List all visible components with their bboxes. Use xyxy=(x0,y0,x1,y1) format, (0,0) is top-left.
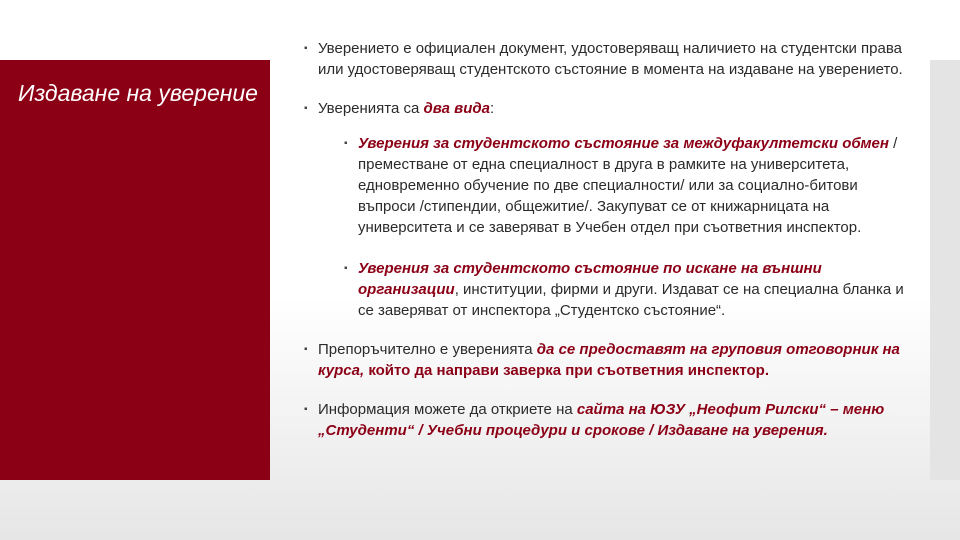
right-decor-bar xyxy=(930,60,960,480)
bullet-strong: който да направи заверка при съответния инспектор xyxy=(364,362,765,379)
bullet-emphasis: Уверения за студентското състояние по искане на външни организации xyxy=(358,260,822,298)
bullet-text: Уверението е официален документ, удостоверяващ наличието на студентски права или удостоверяващ студентското състояние в момента на издаване на уверението. xyxy=(318,40,903,78)
bullet-text: , институции, фирми и други. Издават се на специална бланка и се заверяват от инспектора „Студентско състояние“. xyxy=(358,281,904,319)
bullet-text: . xyxy=(764,362,769,379)
bullet-text: /преместване от една специалност в друга в рамките на университета, едновременно обучение по две специалности/ или за социално-битови въпроси /стипендии, общежитие/. Закупуват се от книжарницата на университета и се заверяват в Учебен отдел при съответния инспектор. xyxy=(358,135,898,236)
bullet-emphasis: два вида xyxy=(423,100,491,117)
bullet-emphasis: Уверения за студентското състояние за междуфакултетски обмен xyxy=(358,135,889,152)
content-area xyxy=(304,38,904,441)
bullet-text: : xyxy=(490,100,495,117)
title-panel xyxy=(0,60,270,480)
bullet-item-information xyxy=(304,399,904,441)
bullet-emphasis-link: сайта на ЮЗУ „Неофит Рилски“ – меню „Студенти“ / Учебни процедури и срокове / Издаване на уверения. xyxy=(318,401,885,439)
bullet-text: Уверенията са xyxy=(318,100,424,117)
bullet-icon: ▪ xyxy=(304,344,308,355)
bullet-icon: ▪ xyxy=(304,43,308,54)
bullet-icon: ▪ xyxy=(304,404,308,415)
slide-title: Издаване на уверение xyxy=(18,80,258,106)
bullet-item-recommendation xyxy=(304,339,904,381)
bullet-icon: ▪ xyxy=(344,138,348,149)
bullet-text: Препоръчително е уверенията xyxy=(318,341,537,358)
sub-bullet-item-external xyxy=(344,258,904,321)
sub-bullet-item-exchange xyxy=(344,133,904,238)
bullet-icon: ▪ xyxy=(304,103,308,114)
bullet-item-definition xyxy=(304,38,904,80)
bullet-item-types xyxy=(304,98,904,119)
bullet-icon: ▪ xyxy=(344,263,348,274)
bullet-emphasis: да се предоставят на груповия отговорник на курса, xyxy=(318,341,900,379)
bullet-text: Информация можете да откриете на xyxy=(318,401,577,418)
